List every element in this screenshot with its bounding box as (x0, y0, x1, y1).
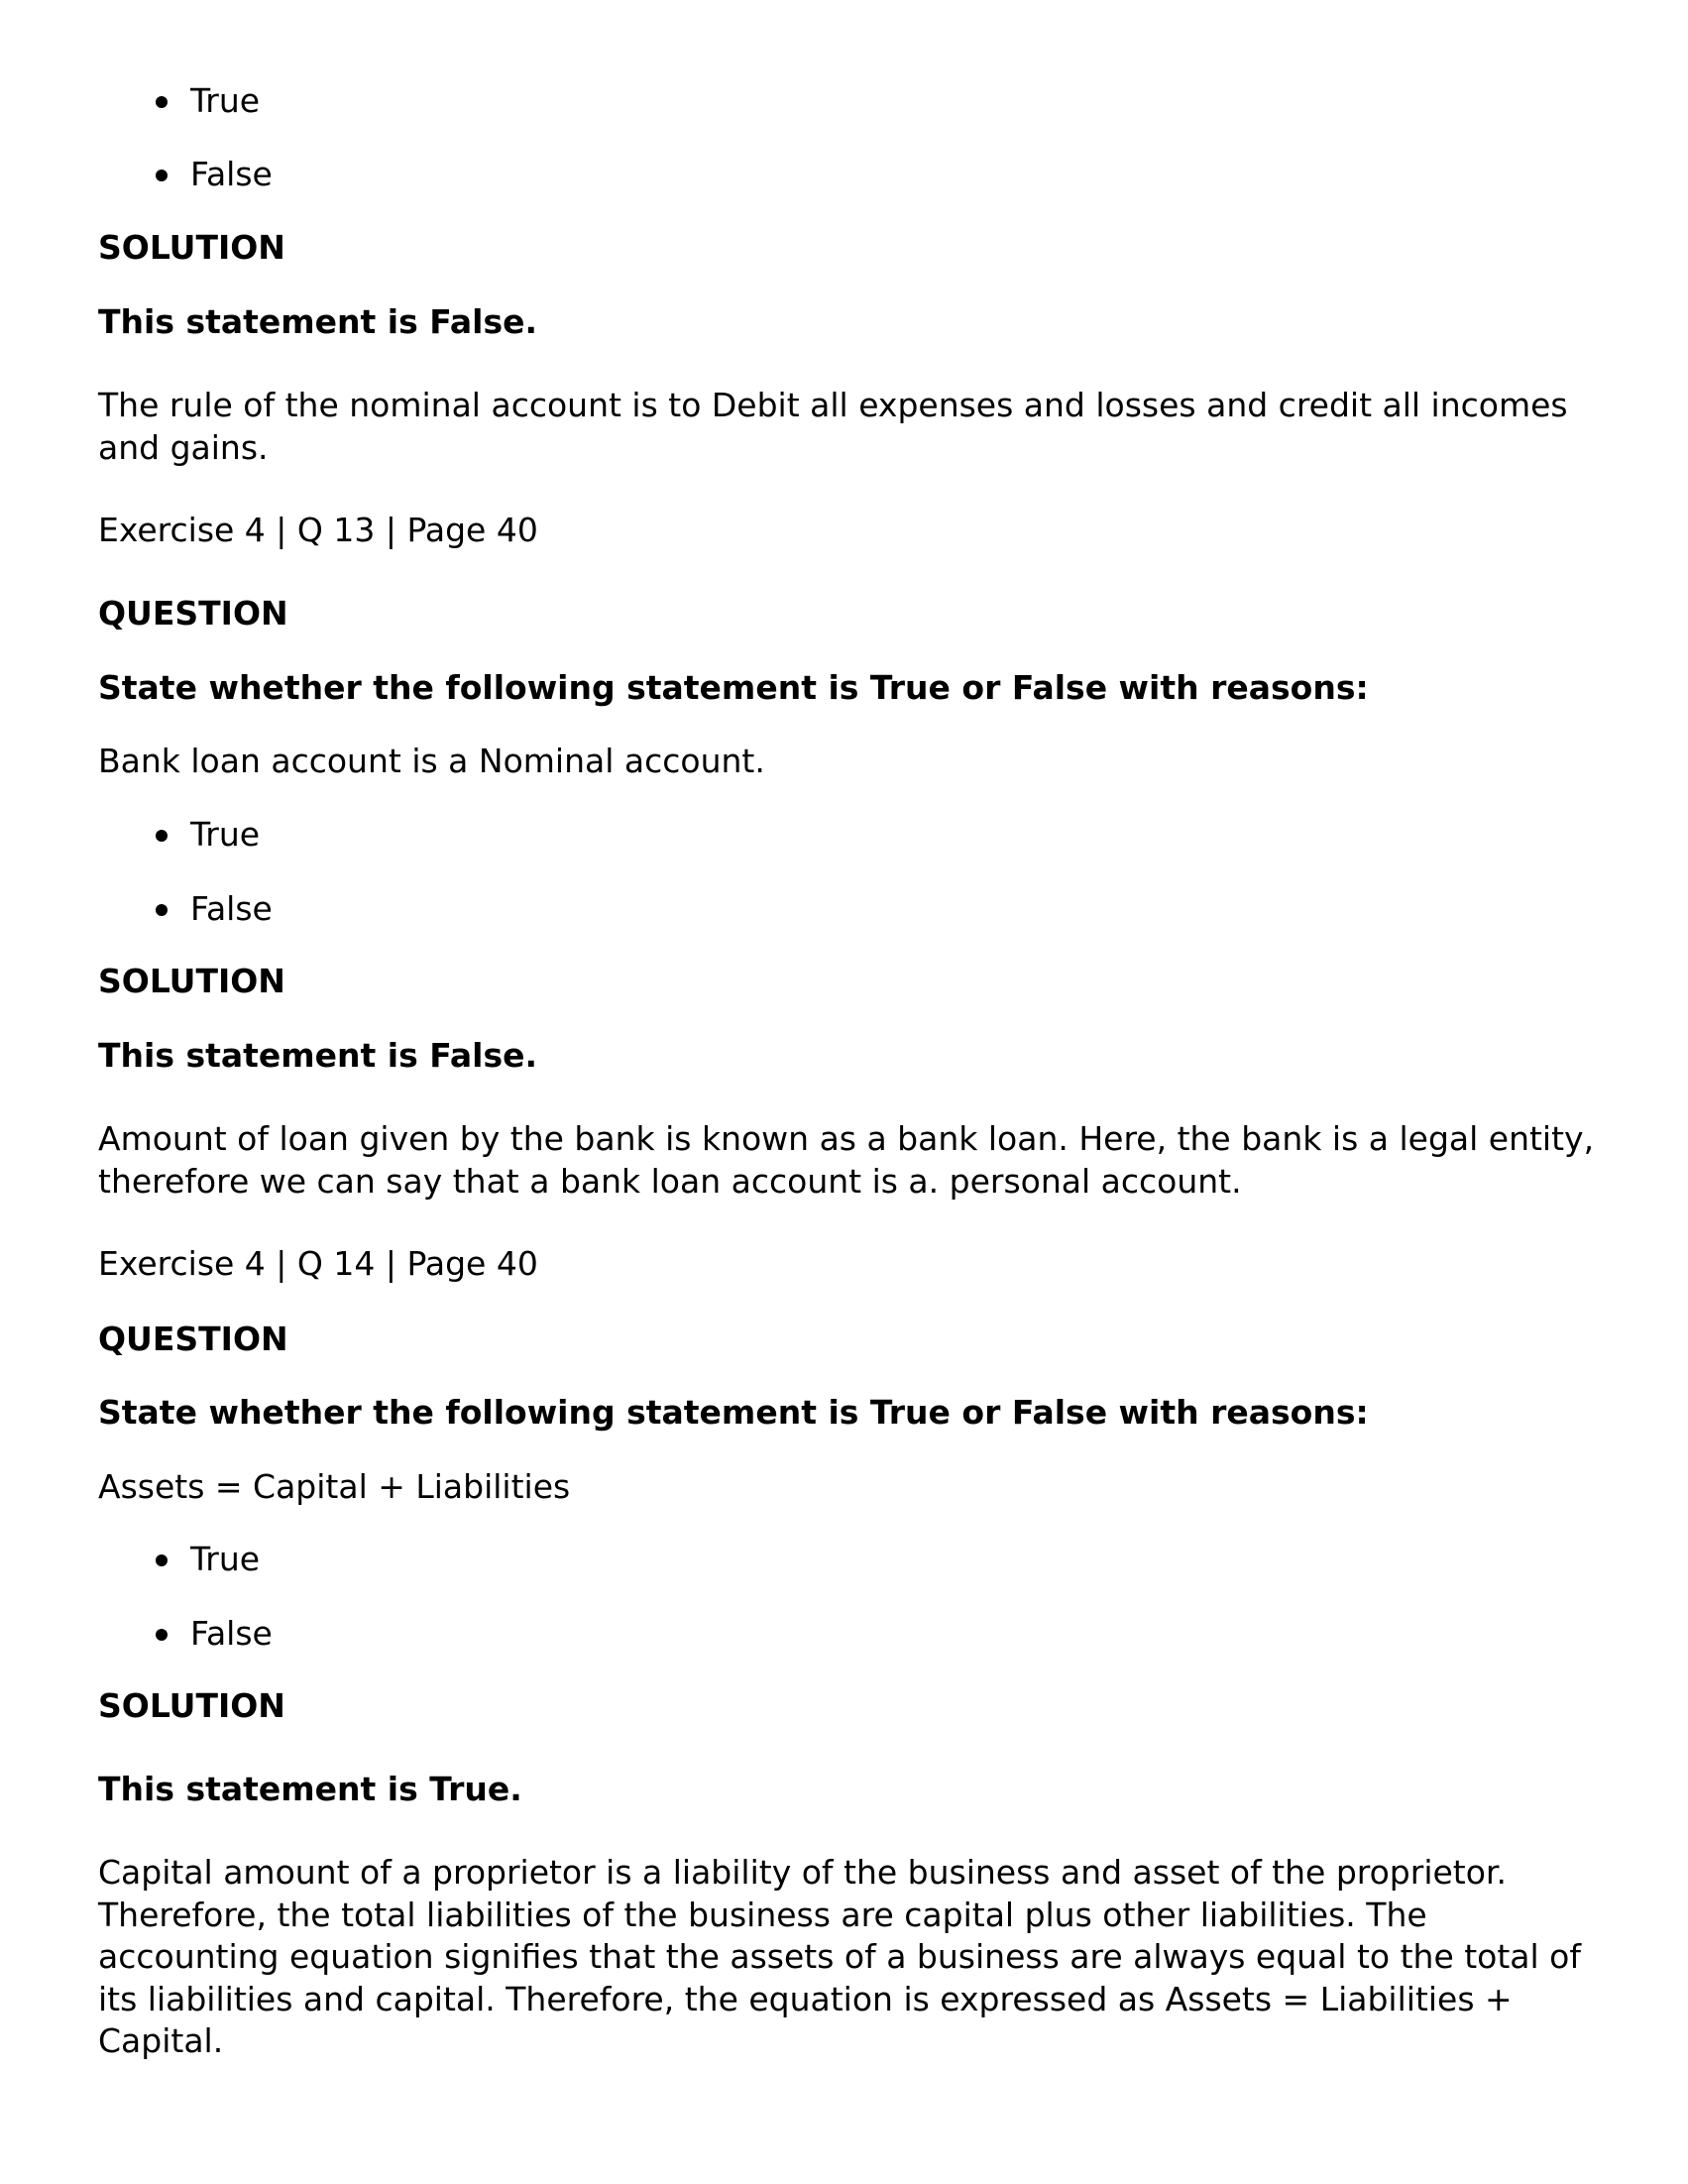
solution-explanation: Amount of loan given by the bank is known as a bank loan. Here, the bank is a legal entity, therefore we can say that a bank loan account is a. personal account. (98, 1119, 1595, 1201)
question-statement: Bank loan account is a Nominal account. (98, 742, 765, 780)
option-label: True (190, 815, 261, 854)
solution-verdict: This statement is False. (98, 302, 538, 341)
question-statement: Assets = Capital + Liabilities (98, 1467, 571, 1506)
solution-heading: SOLUTION (98, 962, 285, 1000)
solution-explanation: Capital amount of a proprietor is a liability of the business and asset of the proprietor. Therefore, the total liabilities of the business are capital plus other liabilities. The accounting equation signifies that the assets of a business are always equal to the total of its liabilities and capital. Therefore, the equation is expressed as Assets = Liabilities + Capital. (98, 1853, 1581, 2060)
option-label: False (190, 1614, 273, 1653)
solution-heading: SOLUTION (98, 1686, 285, 1725)
solution-verdict: This statement is True. (98, 1770, 522, 1808)
solution-heading: SOLUTION (98, 228, 285, 267)
option-label: False (190, 889, 273, 928)
question-prompt: State whether the following statement is True or False with reasons: (98, 1393, 1369, 1432)
option-label: True (190, 81, 261, 120)
solution-explanation: The rule of the nominal account is to Debit all expenses and losses and credit all incomes and gains. (98, 386, 1568, 467)
option-false (153, 1613, 273, 1655)
option-label: True (190, 1540, 261, 1578)
option-true (153, 80, 261, 122)
solution-verdict: This statement is False. (98, 1036, 538, 1075)
option-false (153, 154, 273, 195)
option-false (153, 888, 273, 930)
option-true (153, 1539, 261, 1580)
exercise-reference: Exercise 4 | Q 14 | Page 40 (98, 1244, 538, 1283)
question-heading: QUESTION (98, 594, 288, 632)
option-true (153, 814, 261, 856)
question-prompt: State whether the following statement is True or False with reasons: (98, 668, 1369, 707)
exercise-reference: Exercise 4 | Q 13 | Page 40 (98, 511, 538, 549)
option-label: False (190, 155, 273, 193)
question-heading: QUESTION (98, 1320, 288, 1358)
